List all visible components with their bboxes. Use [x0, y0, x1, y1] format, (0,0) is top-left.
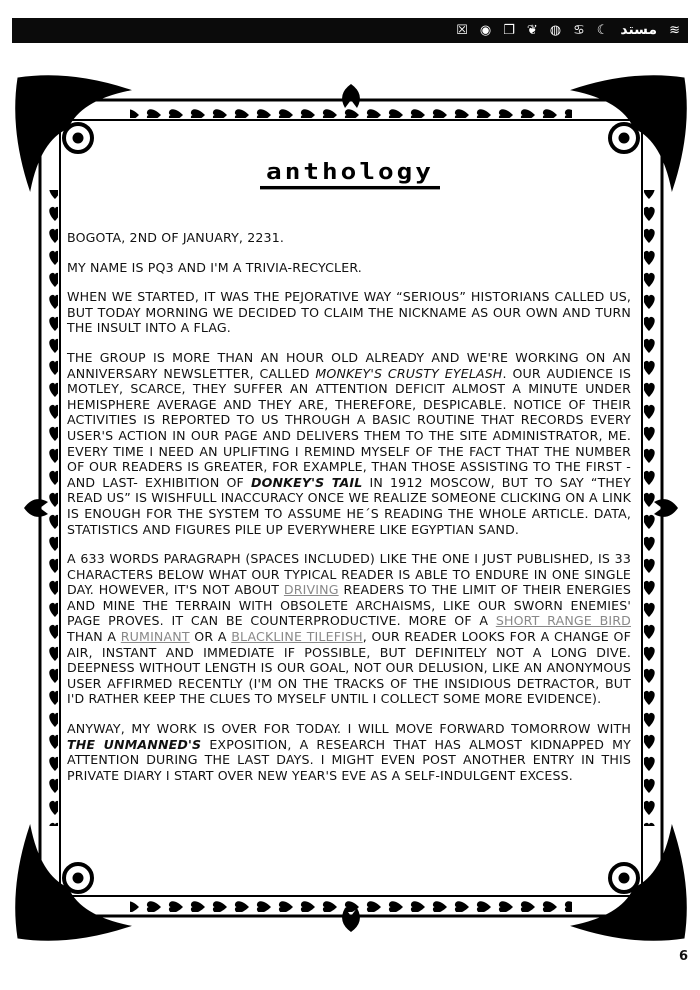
- exposition-title: THE UNMANNED'S: [67, 736, 202, 752]
- eye-icon[interactable]: ◉: [479, 23, 492, 38]
- cancer-sign-icon[interactable]: ♋: [573, 23, 585, 38]
- paragraph-newsletter: [67, 350, 631, 537]
- text-span: IN 1912 MOSCOW, BUT TO SAY “THEY READ US” IS WISHFULL INACCURACY ONCE WE REALIZE SOMEONE CLICKING ON A LINK IS ENOUGH FOR THE SYSTEM TO ASSUME HE´S READING THE WHOLE ARTICLE. DATA, STATISTICS AND FIGURES PILE UP EVERYWHERE LIKE EGYPTIAN SAND.: [67, 474, 631, 537]
- arabic-word-link[interactable]: مستد: [620, 22, 658, 38]
- link-short-range-bird[interactable]: SHORT RANGE BIRD: [495, 613, 631, 629]
- close-box-icon[interactable]: ☒: [456, 23, 468, 38]
- text-span: THAN A: [67, 629, 121, 645]
- text-span: READERS TO THE LIMIT OF THEIR ENERGIES AND MINE THE TERRAIN WITH OBSOLETE ARCHAISMS, LIKE OUR SWORN ENEMIES' PAGE PROVES. IT CAN BE COUNTERPRODUCTIVE. MORE OF A: [67, 582, 631, 629]
- crescent-icon[interactable]: ☾: [596, 23, 609, 38]
- link-ruminant[interactable]: RUMINANT: [120, 629, 190, 645]
- paragraph-nickname: WHEN WE STARTED, IT WAS THE PEJORATIVE WAY “SERIOUS” HISTORIANS CALLED US, BUT TODAY MORNING WE DECIDED TO CLAIM THE NICKNAME AS OUR OWN AND TURN THE INSULT INTO A FLAG.: [67, 289, 631, 336]
- newsletter-title: MONKEY'S CRUSTY EYELASH: [315, 365, 503, 381]
- wave-icon[interactable]: ≋: [669, 23, 680, 38]
- paragraph-closing: [67, 721, 631, 783]
- article-body: [67, 230, 631, 797]
- text-span: THE GROUP IS MORE THAN AN HOUR OLD ALREADY AND WE'RE WORKING ON AN ANNIVERSARY NEWSLETTER, CALLED: [67, 349, 631, 381]
- leaf-icon[interactable]: ❦: [526, 23, 538, 38]
- page-title: anthology: [260, 160, 440, 190]
- paragraph-dateline: BOGOTA, 2ND OF JANUARY, 2231.: [67, 230, 285, 245]
- title-wrap: [0, 157, 700, 192]
- text-span: OR A: [189, 629, 232, 645]
- top-toolbar: [12, 18, 688, 43]
- paragraph-readers: [67, 551, 631, 707]
- text-span: ANYWAY, MY WORK IS OVER FOR TODAY. I WILL MOVE FORWARD TOMORROW WITH: [67, 721, 631, 737]
- exhibition-title: DONKEY'S TAIL: [251, 474, 363, 490]
- page-icon[interactable]: ❐: [503, 23, 515, 38]
- text-span: , OUR READER LOOKS FOR A CHANGE OF AIR, INSTANT AND IMMEDIATE IF POSSIBLE, BUT DEFINITELY NOT A LONG DIVE. DEEPNESS WITHOUT LENGTH IS OUR GOAL, NOT OUR DELUSION, LIKE AN ANONYMOUS USER AFFIRMED RECENTLY (I'M ON THE TRACKS OF THE INSIDIOUS DETRACTOR, BUT I'D RATHER KEEP THE CLUES TO MYSELF UNTIL I COLLECT SOME MORE EVIDENCE).: [67, 629, 631, 707]
- text-span: A 633 WORDS PARAGRAPH (SPACES INCLUDED) LIKE THE ONE I JUST PUBLISHED, IS 33 CHARACTERS BELOW WHAT OUR TYPICAL READER IS ABLE TO ENDURE IN ONE SINGLE DAY. HOWEVER, IT'S NOT ABOUT: [67, 551, 631, 598]
- text-span: EXPOSITION, A RESEARCH THAT HAS ALMOST KIDNAPPED MY ATTENTION DURING THE LAST DAYS. I MIGHT EVEN POST ANOTHER ENTRY IN THIS PRIVATE DIARY I START OVER NEW YEAR'S EVE AS A SELF-INDULGENT EXCESS.: [67, 736, 632, 783]
- paragraph-intro: MY NAME IS PQ3 AND I'M A TRIVIA-RECYCLER.: [67, 259, 362, 275]
- globe-icon[interactable]: ◍: [549, 23, 562, 38]
- link-driving[interactable]: DRIVING: [283, 582, 339, 598]
- text-span: . OUR AUDIENCE IS MOTLEY, SCARCE, THEY SUFFER AN ATTENTION DEFICIT ALMOST A MINUTE UNDER HEMISPHERE AVERAGE AND THEY ARE, THEREFORE, DESPICABLE. NOTICE OF THEIR ACTIVITIES IS REPORTED TO US THROUGH A BASIC ROUTINE THAT RECORDS EVERY USER'S ACTION IN OUR PAGE AND DELIVERS THEM TO THE SITE ADMINISTRATOR, ME. EVERY TIME I NEED AN UPLIFTING I REMIND MYSELF OF THE FACT THAT THE NUMBER OF OUR READERS IS GREATER, FOR EXAMPLE, THAN THOSE ASSISTING TO THE FIRST -AND LAST- EXHIBITION OF: [67, 365, 632, 490]
- page-number: 6: [678, 949, 688, 964]
- link-blackline-tilefish[interactable]: BLACKLINE TILEFISH: [231, 629, 363, 645]
